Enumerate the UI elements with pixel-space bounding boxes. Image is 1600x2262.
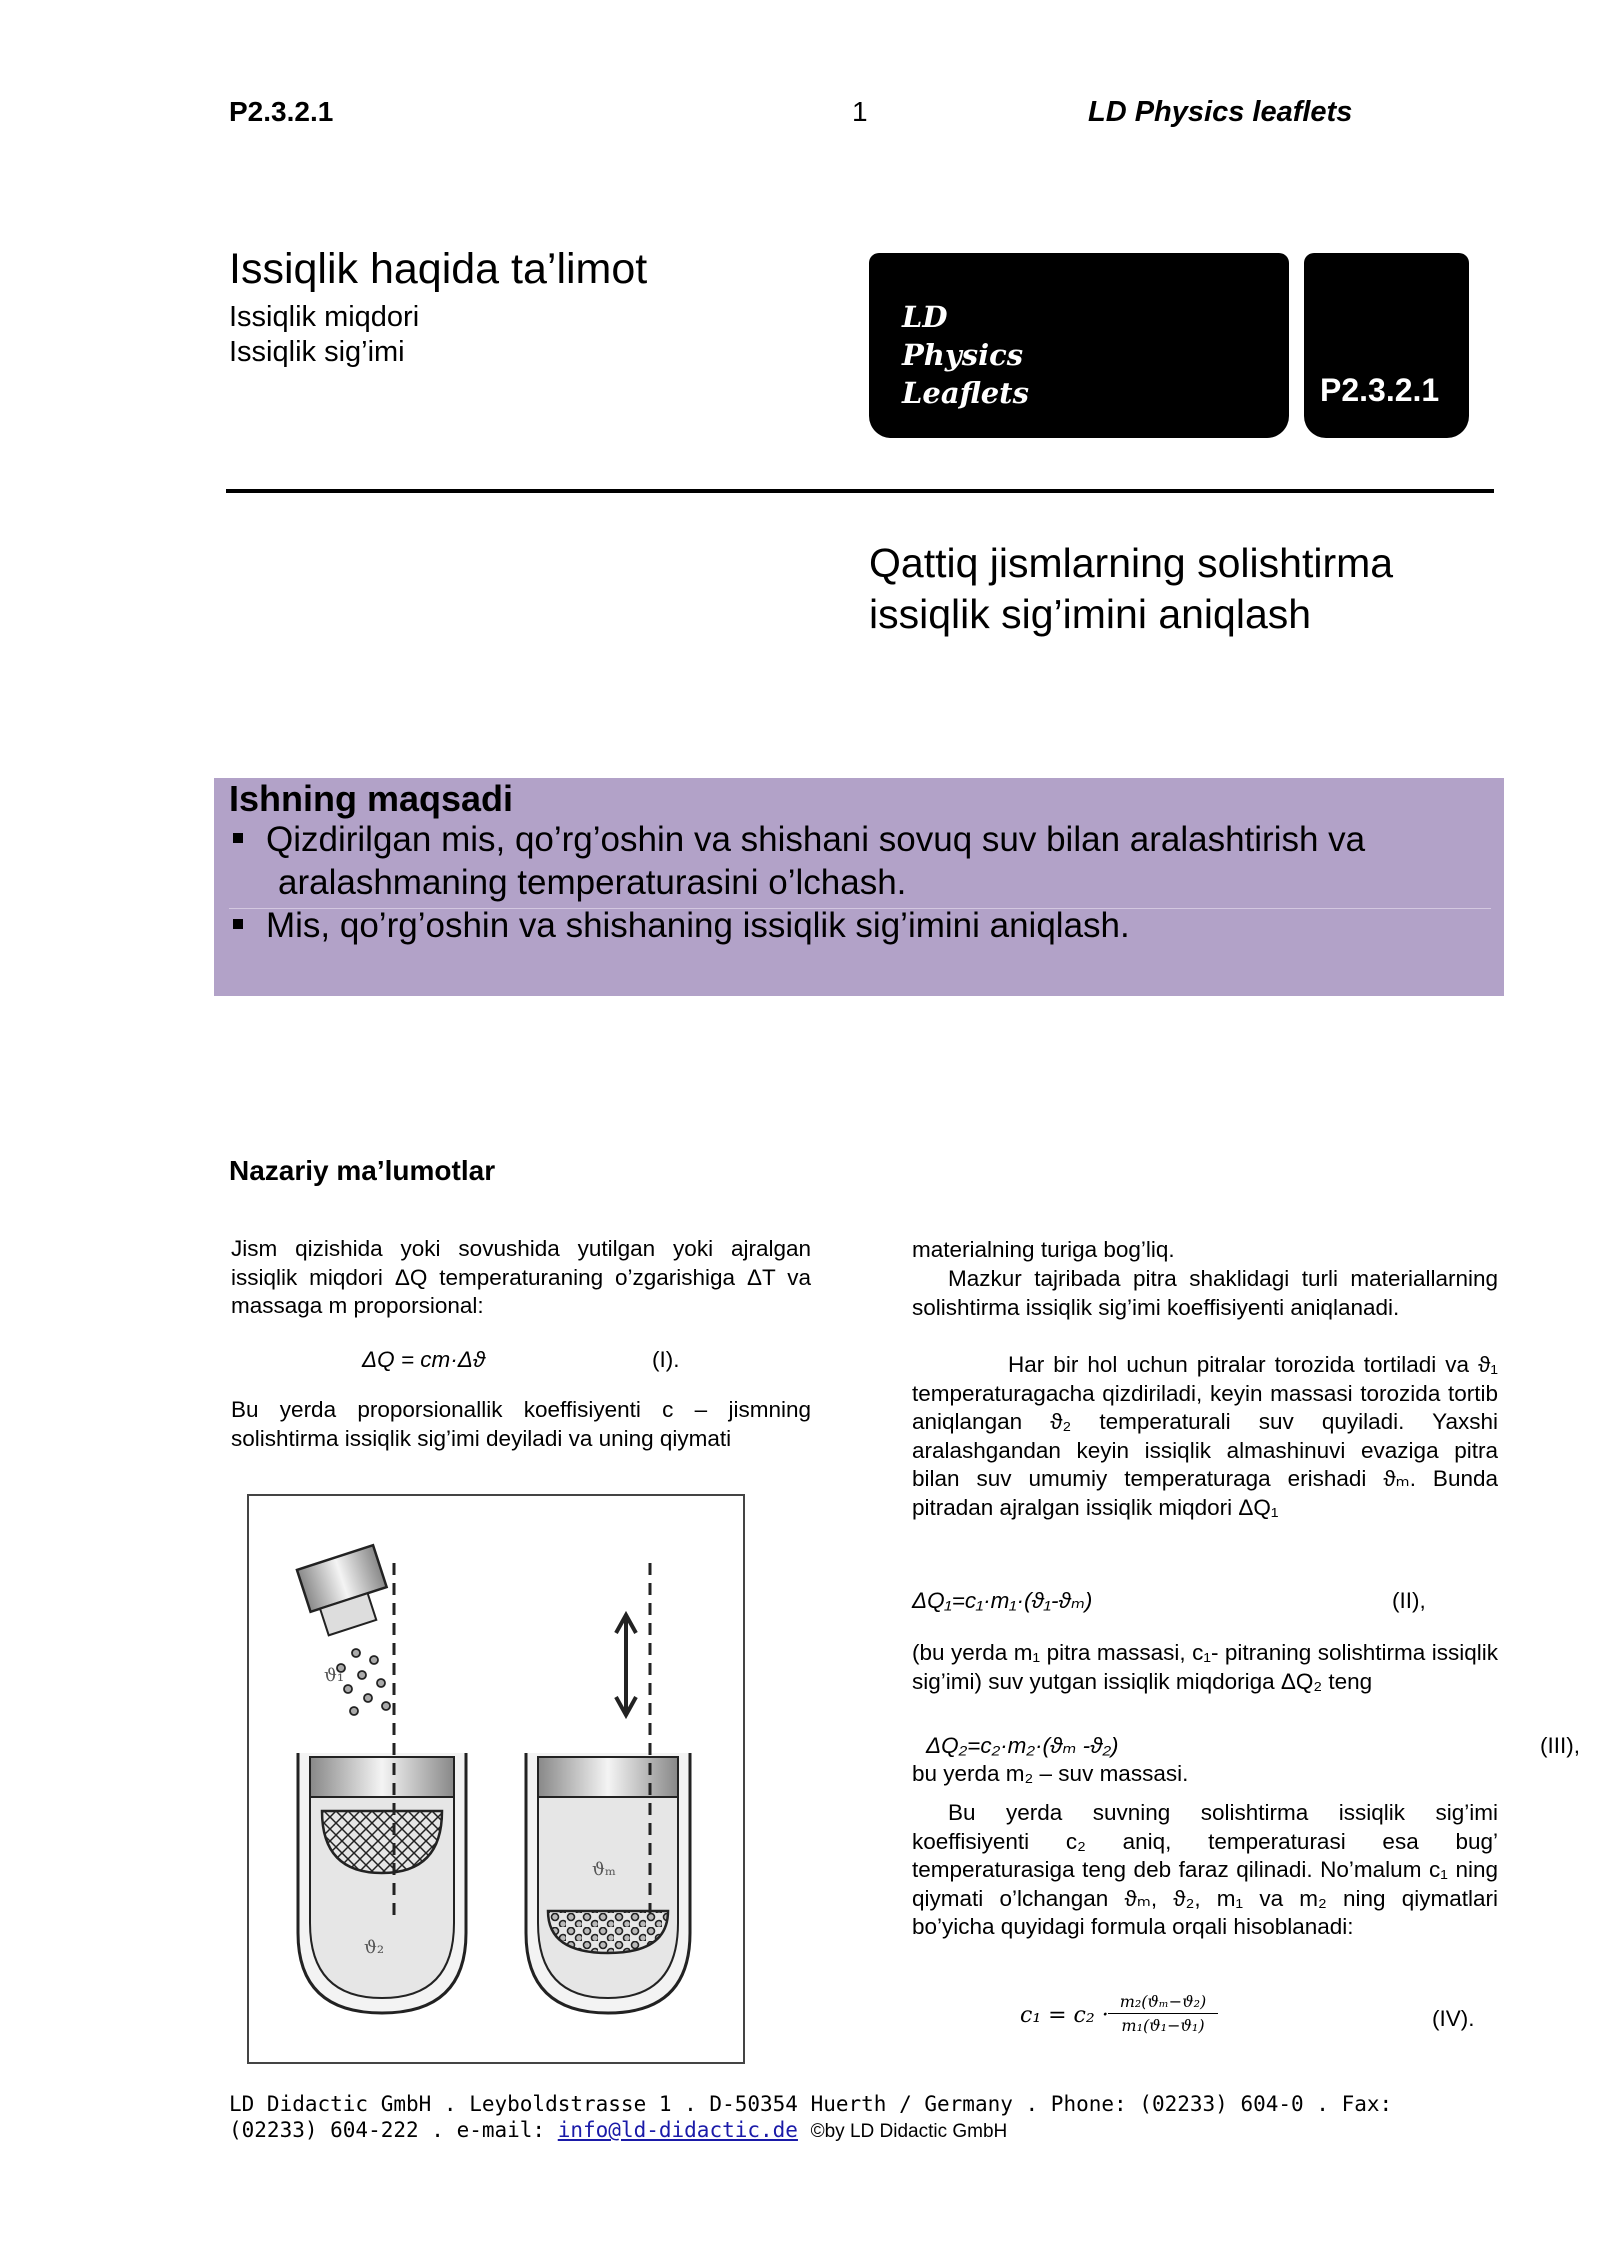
page-number: 1 bbox=[852, 96, 868, 127]
theory-left-paragraph-2: Bu yerda proporsionallik koeffisiyenti c – jismning solishtirma issiqlik sig’imi deyiladi va uning qiymati bbox=[231, 1397, 811, 1451]
purpose-item-1-line-1: Qizdirilgan mis, qo’rg’oshin va shishani sovuq suv bilan aralashtirish va bbox=[266, 820, 1366, 859]
bullet-icon bbox=[233, 833, 243, 843]
theory-heading: Nazariy ma’lumotlar bbox=[229, 1155, 496, 1186]
footer bbox=[229, 2091, 1529, 2145]
email-link[interactable]: info@ld-didactic.de bbox=[557, 2118, 798, 2142]
experiment-title-line-1: Qattiq jismlarning solishtirma bbox=[869, 540, 1394, 586]
experiment-title bbox=[869, 538, 1393, 640]
calorimeter-figure bbox=[246, 1493, 746, 2065]
header-code: P2.3.2.1 bbox=[229, 96, 334, 127]
formula-4-lhs: c₁ = c₂ · bbox=[1020, 2003, 1109, 2028]
label-thetam: ϑₘ bbox=[592, 1859, 616, 1880]
formula-3-tag: (III), bbox=[1540, 1733, 1580, 1758]
formula-1-tag: (I). bbox=[652, 1347, 680, 1372]
purpose-item-2: Mis, qo’rg’oshin va shishaning issiqlik sig’imini aniqlash. bbox=[266, 906, 1130, 945]
footer-contact bbox=[229, 2117, 1529, 2145]
header-brand: LD Physics leaflets bbox=[1088, 96, 1353, 128]
theory-right-paragraph-3: (bu yerda m₁ pitra massasi, c₁- pitraning solishtirma issiqlik sig’imi) suv yutgan issiqlik miqdoriga ΔQ₂ teng bbox=[912, 1640, 1498, 1694]
formula-4-tag: (IV). bbox=[1432, 2006, 1475, 2031]
header-rule bbox=[226, 489, 1494, 493]
formula-3: ΔQ₂=c₂·m₂·(ϑₘ -ϑ₂) bbox=[926, 1733, 1119, 1758]
logo-code: P2.3.2.1 bbox=[1320, 372, 1440, 408]
formula-4-fraction bbox=[1108, 1992, 1218, 2035]
purpose-heading: Ishning maqsadi bbox=[229, 778, 514, 819]
label-theta2: ϑ₂ bbox=[364, 1937, 385, 1958]
copyright: ©by LD Didactic GmbH bbox=[810, 2121, 1008, 2142]
logo-code-badge bbox=[1304, 253, 1469, 438]
theory-right-paragraph-0: materialning turiga bog’liq. bbox=[912, 1237, 1175, 1262]
theory-right-paragraph-2: Har bir hol uchun pitralar torozida tortiladi va ϑ₁ temperaturagacha qizdiriladi, keyin massasi torozida tortib aniqlangan ϑ₂ temperaturali suv quyiladi. Yaxshi aralashgandan keyin issiqlik almashinuvi evaziga pitra bilan suv umumiy temperaturaga erishadi ϑₘ. Bunda pitradan ajralgan issiqlik miqdori ΔQ₁ bbox=[912, 1352, 1498, 1520]
logo-line-2: Physics bbox=[902, 338, 1024, 372]
logo-line-1: LD bbox=[902, 300, 948, 334]
formula-4-numerator: m₂(ϑₘ−ϑ₂) bbox=[1119, 1992, 1207, 2011]
topic-title: Issiqlik haqida ta’limot bbox=[229, 245, 648, 293]
formula-1: ΔQ = cm·Δϑ bbox=[362, 1347, 486, 1372]
purpose-item-1-line-2: aralashmaning temperaturasini o’lchash. bbox=[278, 863, 907, 902]
theory-right-paragraph-1: Mazkur tajribada pitra shaklidagi turli materiallarning solishtirma issiqlik sig’imi koeffisiyenti aniqlanadi. bbox=[912, 1266, 1498, 1320]
formula-2: ΔQ₁=c₁·m₁·(ϑ₁-ϑₘ) bbox=[912, 1588, 1093, 1613]
footer-address: LD Didactic GmbH . Leyboldstrasse 1 . D-50354 Huerth / Germany . Phone: (02233) 604-0 . Fax: bbox=[229, 2092, 1393, 2116]
footer-fax: (02233) 604-222 . e-mail: bbox=[229, 2118, 558, 2142]
topic-subtitles bbox=[229, 300, 419, 370]
label-theta1: ϑ₁ bbox=[324, 1665, 345, 1686]
experiment-title-line-2: issiqlik sig’imini aniqlash bbox=[869, 591, 1312, 637]
topic-subtitle-1: Issiqlik miqdori bbox=[229, 301, 420, 333]
theory-right-paragraph-5: Bu yerda suvning solishtirma issiqlik sig’imi koeffisiyenti c₂ aniq, temperaturasi esa bug’ temperaturasiga teng deb faraz qilinadi. No’malum c₁ ning qiymati o’lchangan ϑₘ, ϑ₂, m₁ va m₂ ning qiymatlari bo’yicha quyidagi formula orqali hisoblanadi: bbox=[912, 1800, 1498, 1939]
formula-2-tag: (II), bbox=[1392, 1588, 1426, 1613]
bullet-icon bbox=[233, 919, 243, 929]
formula-4-denominator: m₁(ϑ₁−ϑ₁) bbox=[1108, 2013, 1218, 2035]
logo-line-3: Leaflets bbox=[902, 376, 1029, 410]
topic-subtitle-2: Issiqlik sig’imi bbox=[229, 336, 405, 368]
ld-logo-text bbox=[902, 298, 1029, 412]
theory-left-paragraph-1: Jism qizishida yoki sovushida yutilgan yoki ajralgan issiqlik miqdori ΔQ temperaturaning o’zgarishiga ΔT va massaga m proporsional: bbox=[231, 1236, 811, 1318]
theory-right-paragraph-4: bu yerda m₂ – suv massasi. bbox=[912, 1761, 1189, 1786]
